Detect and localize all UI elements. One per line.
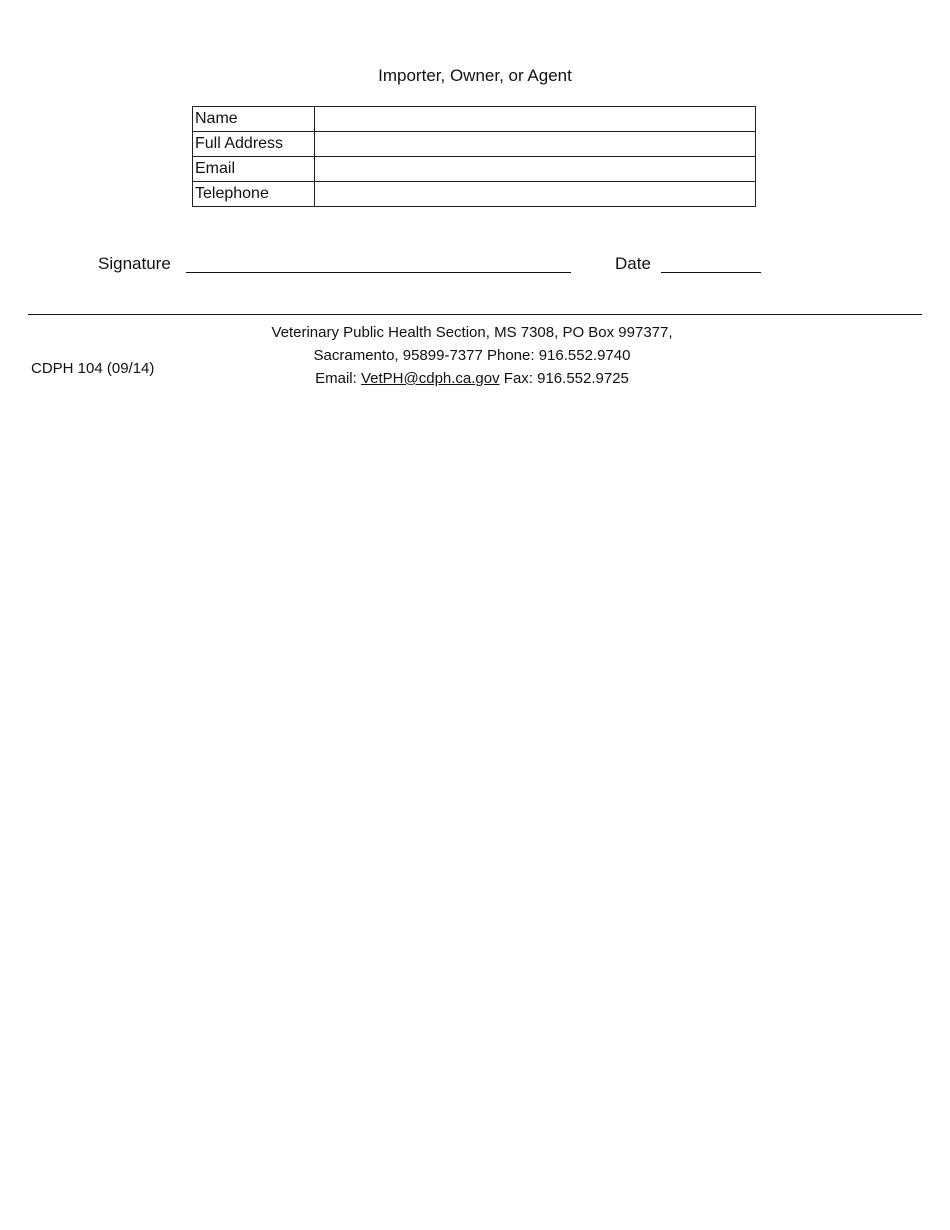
date-line[interactable] [661, 272, 761, 273]
date-label: Date [615, 254, 651, 273]
signature-line[interactable] [186, 272, 571, 273]
form-id: CDPH 104 (09/14) [31, 360, 155, 377]
address-line-2: Sacramento, 95899-7377 Phone: 916.552.9740 [313, 347, 631, 364]
email-field[interactable] [315, 157, 756, 182]
field-label: Email [193, 157, 315, 182]
fax-text: Fax: 916.552.9725 [503, 370, 629, 387]
field-label: Full Address [193, 132, 315, 157]
signature-label: Signature [98, 254, 171, 273]
telephone-field[interactable] [315, 182, 756, 207]
table-row [193, 107, 756, 132]
address-line-1: Veterinary Public Health Section, MS 7308, PO Box 997377, [271, 324, 673, 341]
contact-line [222, 367, 722, 390]
email-link[interactable]: VetPH@cdph.ca.gov [360, 370, 500, 387]
email-label: Email: [315, 370, 357, 387]
footer-address [222, 321, 722, 390]
table-row [193, 182, 756, 207]
divider [28, 314, 922, 315]
table-row [193, 157, 756, 182]
contact-table [192, 106, 756, 207]
address-field[interactable] [315, 132, 756, 157]
section-title: Importer, Owner, or Agent [378, 66, 572, 85]
field-label: Name [193, 107, 315, 132]
field-label: Telephone [193, 182, 315, 207]
table-row [193, 132, 756, 157]
name-field[interactable] [315, 107, 756, 132]
